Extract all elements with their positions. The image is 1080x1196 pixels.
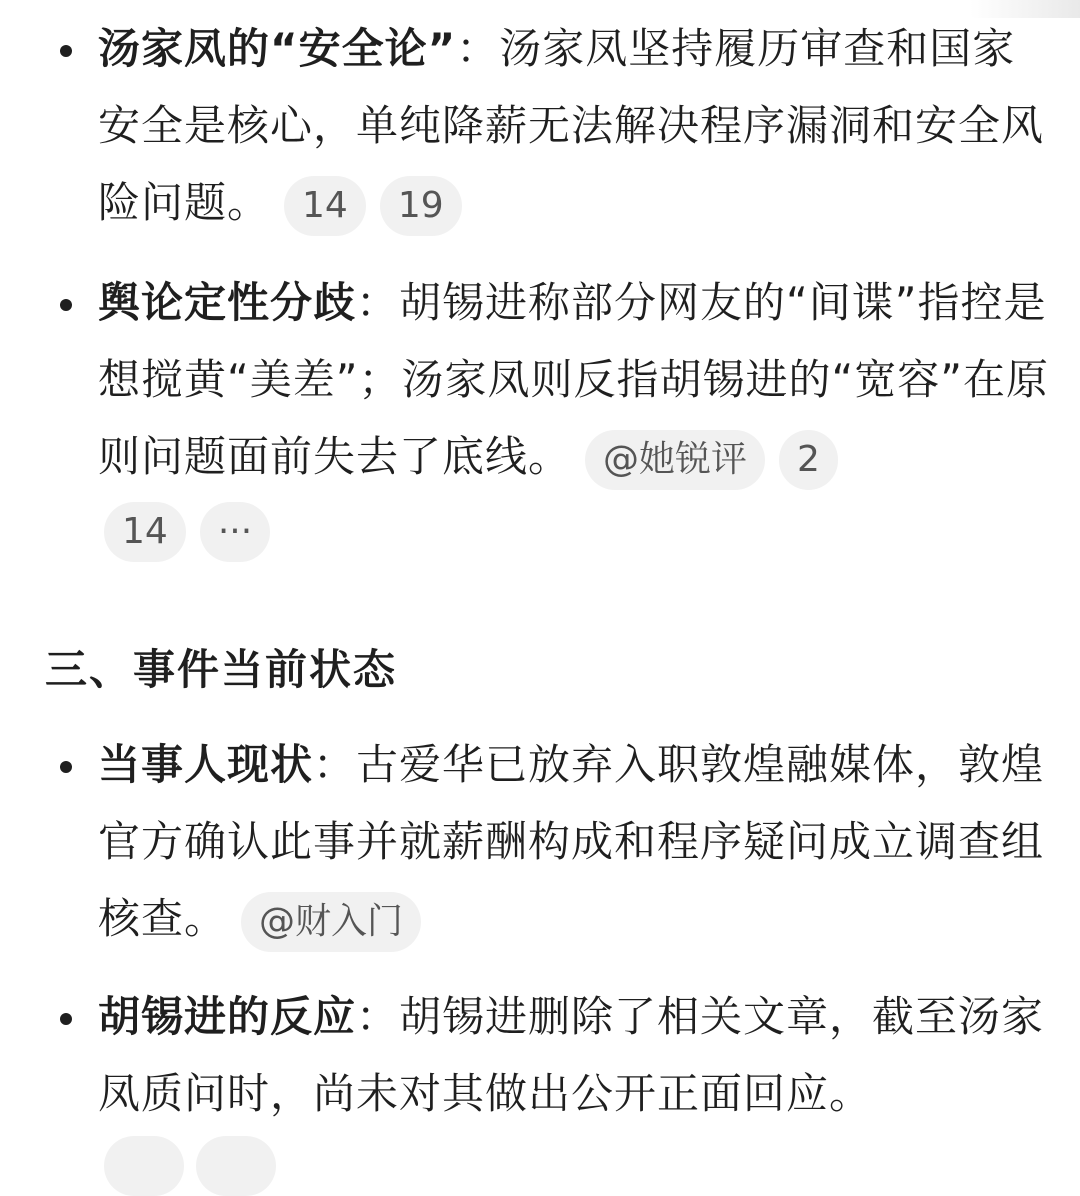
bullet-icon xyxy=(60,299,72,311)
more-icon[interactable]: ··· xyxy=(200,502,270,562)
reference-chip[interactable]: 14 xyxy=(104,502,186,562)
item-title: 舆论定性分歧 xyxy=(98,278,357,327)
item-separator: ： xyxy=(356,992,400,1041)
item-title: 当事人现状 xyxy=(98,740,314,789)
section-heading: 三、事件当前状态 xyxy=(45,645,398,694)
item-body: 古爱华已放弃入职敦煌融媒体，敦煌官方确认此事并就薪酬构成和程序疑问成立调查组核查。 xyxy=(98,740,1045,943)
item-title: 汤家凤的“安全论” xyxy=(98,24,457,73)
item-title: 胡锡进的反应 xyxy=(98,992,357,1041)
item-body: 汤家凤坚持履历审查和国家安全是核心，单纯降薪无法解决程序漏洞和安全风险问题。 xyxy=(98,24,1045,227)
reference-chip-cut[interactable] xyxy=(196,1136,276,1196)
reference-chip[interactable]: 14 xyxy=(284,176,366,236)
source-chip[interactable]: @财入门 xyxy=(241,892,421,952)
reference-chip-cut[interactable] xyxy=(104,1136,184,1196)
bullet-icon xyxy=(60,761,72,773)
chip-row xyxy=(104,502,270,562)
bullet-icon xyxy=(60,45,72,57)
source-chip[interactable]: @她锐评 xyxy=(585,430,765,490)
item-separator: ： xyxy=(313,740,357,789)
bullet-icon xyxy=(60,1013,72,1025)
reference-chip[interactable]: 2 xyxy=(779,430,838,490)
item-body: 胡锡进删除了相关文章，截至汤家凤质问时，尚未对其做出公开正面回应。 xyxy=(98,992,1045,1118)
item-separator: ： xyxy=(356,278,400,327)
item-body: 胡锡进称部分网友的“间谍”指控是想搅黄“美差”；汤家凤则反指胡锡进的“宽容”在原则问题面前失去了底线。 xyxy=(98,278,1050,481)
reference-chip[interactable]: 19 xyxy=(380,176,462,236)
item-separator: ： xyxy=(456,24,500,73)
